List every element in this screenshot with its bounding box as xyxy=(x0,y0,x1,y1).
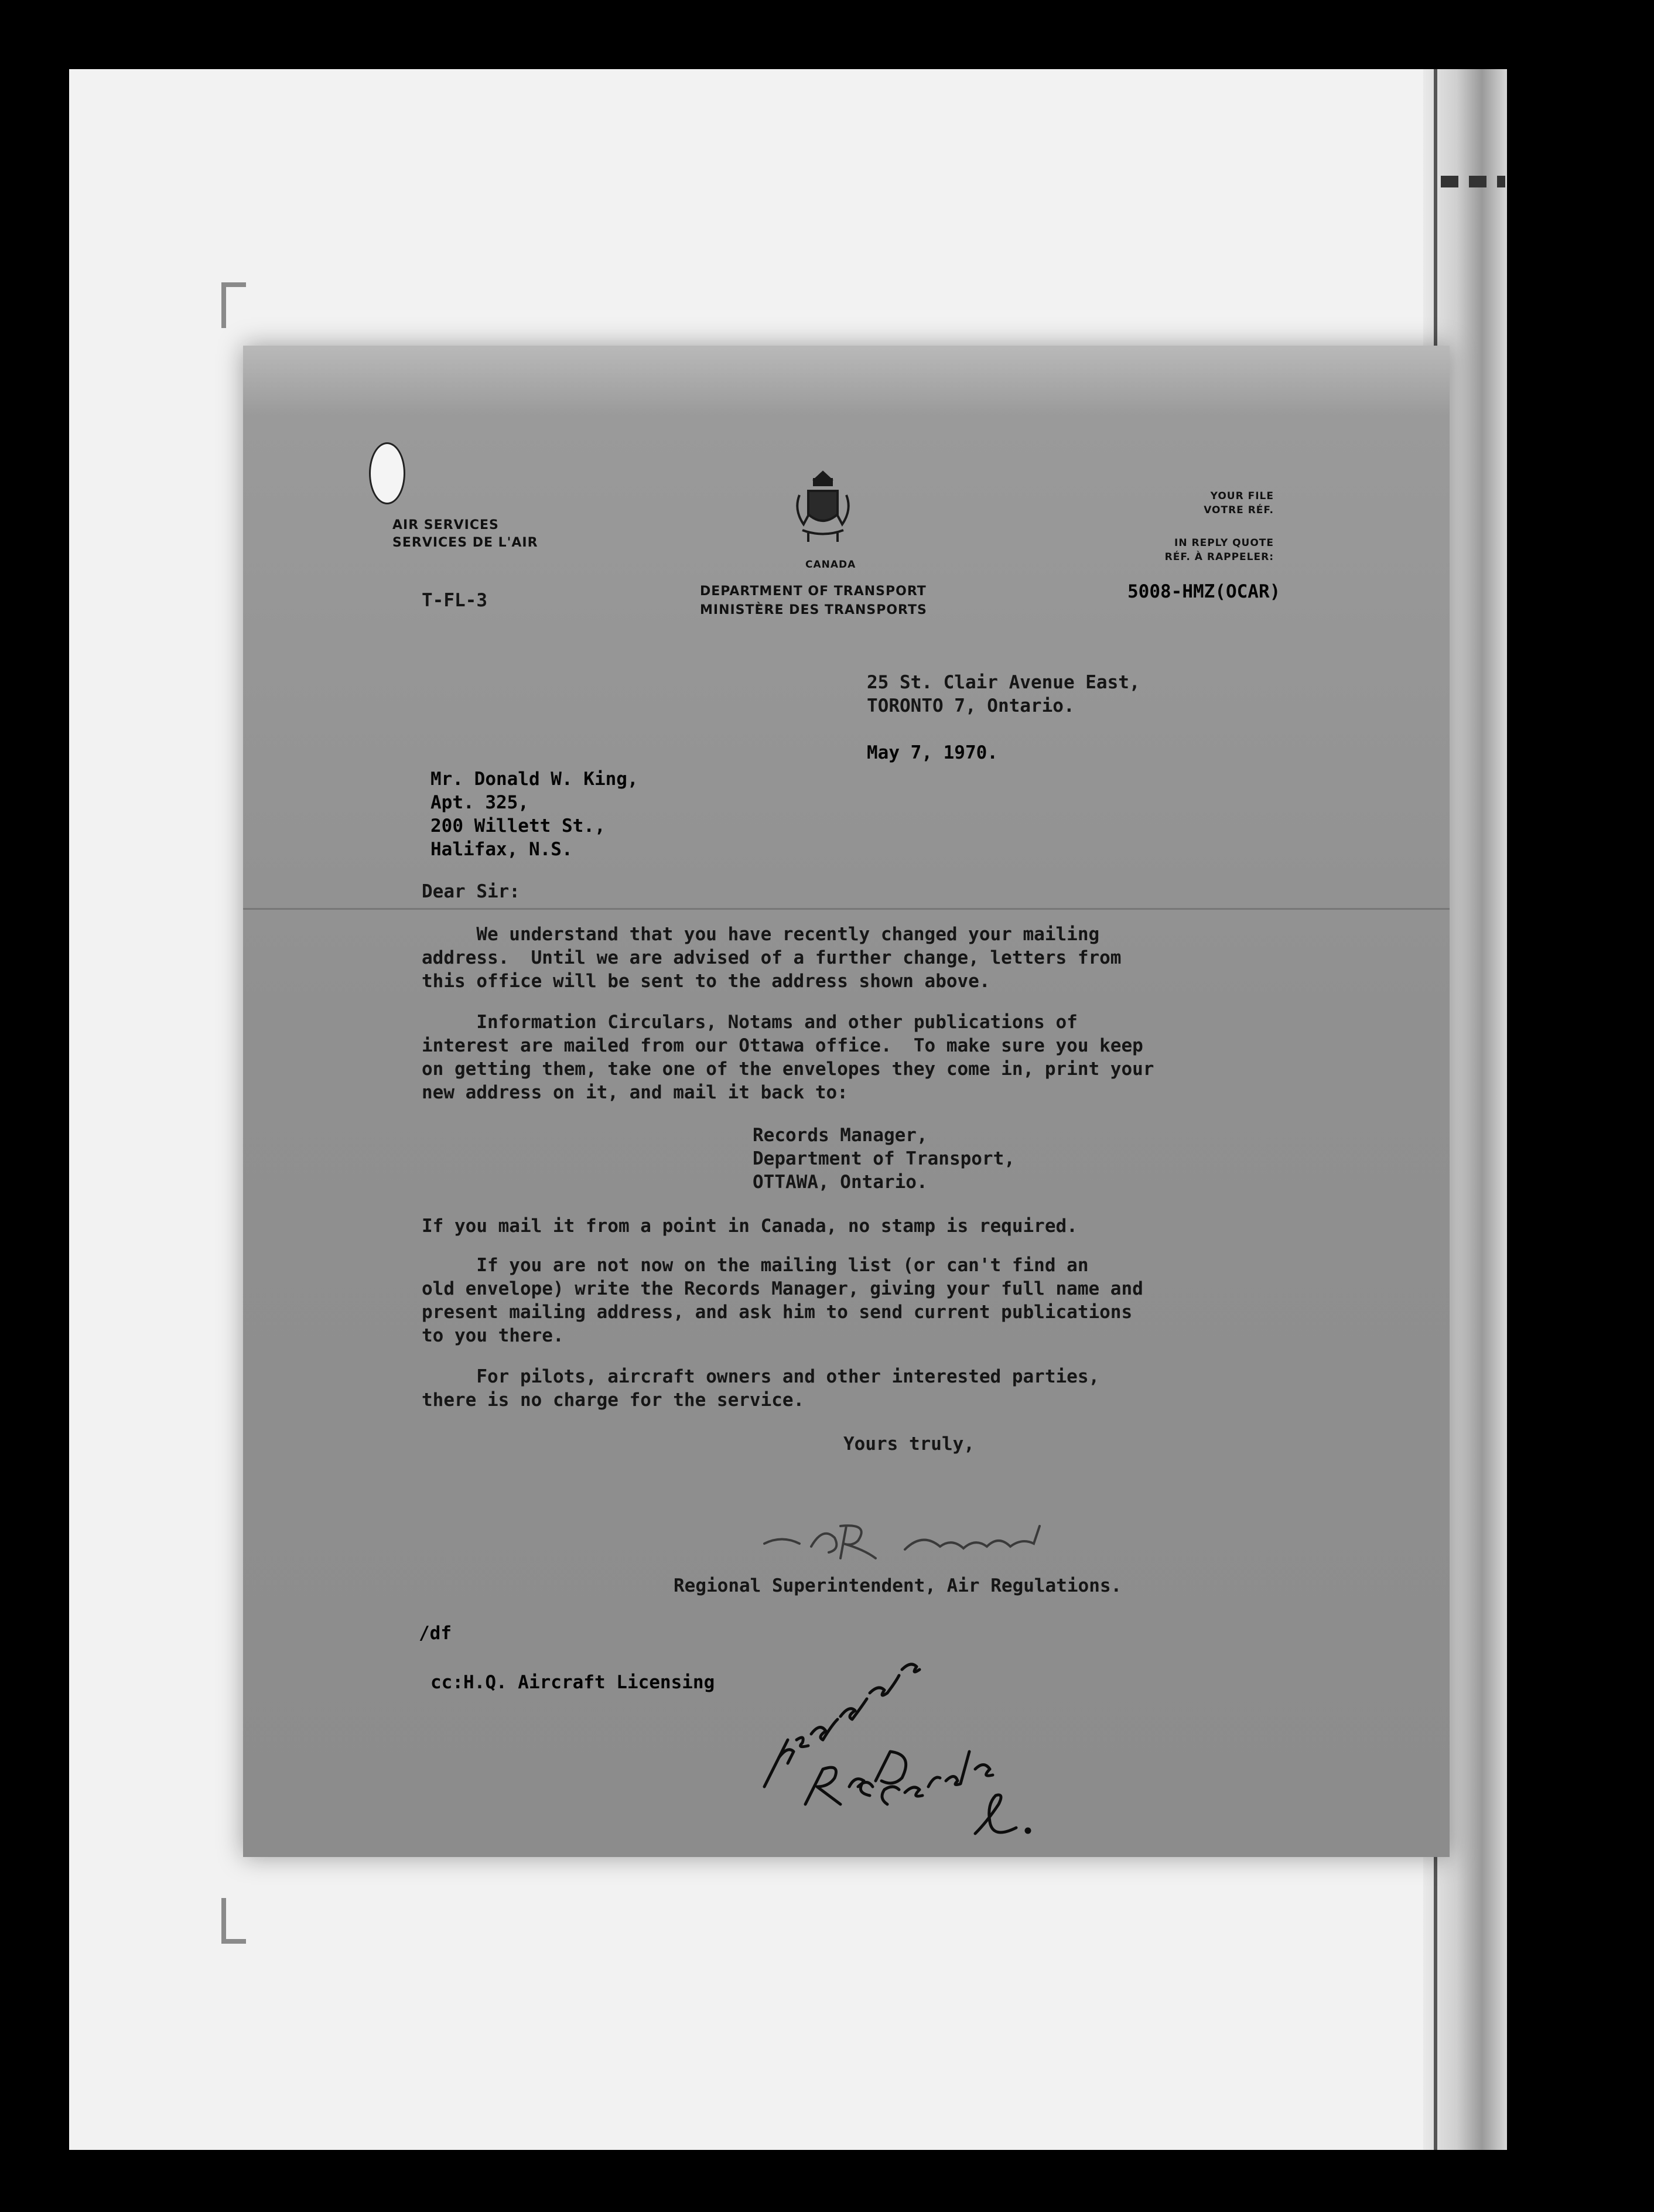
letterhead-department-en: DEPARTMENT OF TRANSPORT xyxy=(700,584,927,599)
paragraph-1-line-2: address. Until we are advised of a further change, letters from xyxy=(422,947,1122,968)
crop-bracket-bottom xyxy=(221,1898,246,1944)
paragraph-4-line-2: old envelope) write the Records Manager, giving your full name and xyxy=(422,1278,1143,1299)
recipient-apt: Apt. 325, xyxy=(430,792,529,813)
records-address-line3: OTTAWA, Ontario. xyxy=(753,1172,928,1193)
salutation: Dear Sir: xyxy=(422,881,520,902)
signatory-title: Regional Superintendent, Air Regulations. xyxy=(674,1575,1122,1596)
ref-a-rappeler-label: RÉF. À RAPPELER: xyxy=(1164,551,1274,563)
paragraph-3: If you mail it from a point in Canada, no stamp is required. xyxy=(422,1216,1078,1237)
signature-icon xyxy=(758,1503,1086,1573)
canada-coat-of-arms-icon xyxy=(791,469,855,557)
paragraph-4-line-1: If you are not now on the mailing list (or can't find an xyxy=(422,1255,1089,1276)
letterhead-left-en: AIR SERVICES xyxy=(392,518,499,532)
fold-line xyxy=(243,908,1450,910)
sender-address-line2: TORONTO 7, Ontario. xyxy=(867,695,1075,716)
typist-initials: /df xyxy=(419,1623,452,1644)
your-file-label: YOUR FILE xyxy=(1210,490,1274,502)
handwritten-note-icon xyxy=(753,1611,1045,1857)
votre-ref-label: VOTRE RÉF. xyxy=(1204,504,1274,516)
closing: Yours truly, xyxy=(843,1433,975,1455)
punch-hole xyxy=(369,442,405,504)
letterhead-canada: CANADA xyxy=(805,559,856,571)
paragraph-4-line-4: to you there. xyxy=(422,1325,564,1346)
letter-date: May 7, 1970. xyxy=(867,742,998,763)
records-address-line2: Department of Transport, xyxy=(753,1148,1015,1169)
letter-sheet xyxy=(243,346,1450,1857)
letterhead-department-fr: MINISTÈRE DES TRANSPORTS xyxy=(700,603,927,617)
paragraph-4-line-3: present mailing address, and ask him to send current publications xyxy=(422,1302,1133,1323)
file-ref-right: 5008-HMZ(OCAR) xyxy=(1127,581,1281,602)
paragraph-5-line-2: there is no charge for the service. xyxy=(422,1390,805,1411)
paragraph-2-line-3: on getting them, take one of the envelopes they come in, print your xyxy=(422,1059,1154,1080)
recipient-name: Mr. Donald W. King, xyxy=(430,769,638,790)
recipient-city: Halifax, N.S. xyxy=(430,839,573,860)
paragraph-2-line-4: new address on it, and mail it back to: xyxy=(422,1082,848,1103)
records-address-line1: Records Manager, xyxy=(753,1125,928,1146)
paragraph-5-line-1: For pilots, aircraft owners and other interested parties, xyxy=(422,1366,1100,1387)
file-ref-left: T-FL-3 xyxy=(422,590,487,611)
crop-bracket-top xyxy=(221,282,246,328)
paragraph-1-line-1: We understand that you have recently changed your mailing xyxy=(422,924,1100,945)
carbon-copy: cc:H.Q. Aircraft Licensing xyxy=(430,1672,715,1693)
recipient-street: 200 Willett St., xyxy=(430,815,606,837)
edge-dash-marks xyxy=(1441,176,1505,187)
letterhead-left-fr: SERVICES DE L'AIR xyxy=(392,535,538,550)
paragraph-2-line-2: interest are mailed from our Ottawa office. To make sure you keep xyxy=(422,1035,1143,1056)
reply-quote-label: IN REPLY QUOTE xyxy=(1174,537,1274,549)
paragraph-1-line-3: this office will be sent to the address shown above. xyxy=(422,971,990,992)
paragraph-2-line-1: Information Circulars, Notams and other publications of xyxy=(422,1012,1078,1033)
sender-address-line1: 25 St. Clair Avenue East, xyxy=(867,672,1140,693)
